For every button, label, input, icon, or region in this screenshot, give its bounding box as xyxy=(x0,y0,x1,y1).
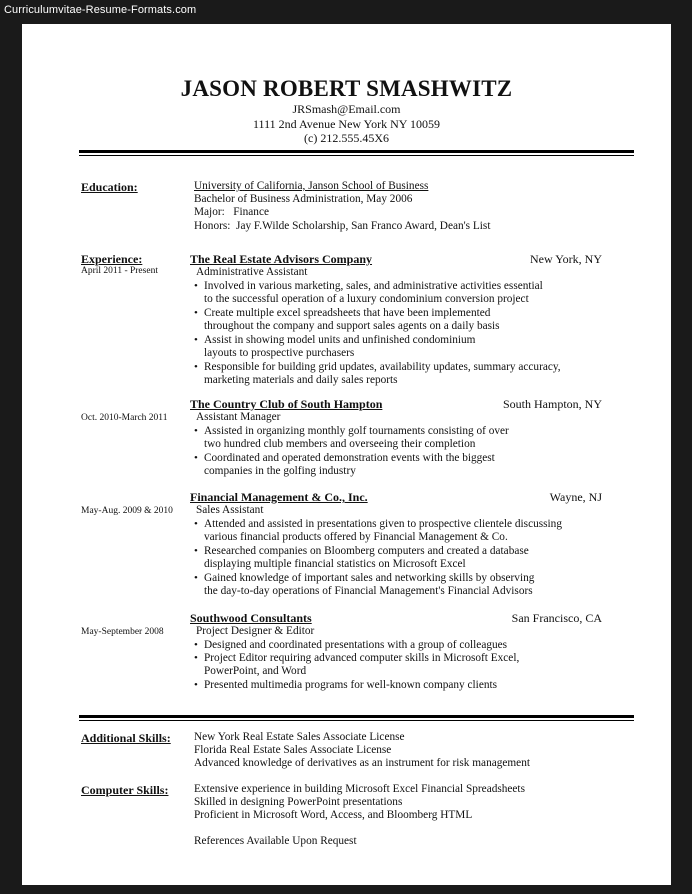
job-bullet-line: companies in the golfing industry xyxy=(204,465,356,477)
job-bullet-line: Researched companies on Bloomberg computers and created a database xyxy=(204,545,529,557)
job-dates: Oct. 2010-March 2011 xyxy=(81,413,168,423)
candidate-name: JASON ROBERT SMASHWITZ xyxy=(180,76,513,101)
job-dates: May-September 2008 xyxy=(81,627,164,637)
education-heading: Education: xyxy=(81,180,138,194)
contact-email: JRSmash@Email.com xyxy=(292,102,401,116)
skill-line: Advanced knowledge of derivatives as an instrument for risk management xyxy=(194,757,530,769)
skill-line: New York Real Estate Sales Associate License xyxy=(194,731,405,743)
job-bullet-line: Assist in showing model units and unfinished condominium xyxy=(204,334,476,346)
job-bullet-line: Involved in various marketing, sales, and administrative activities essential xyxy=(204,280,543,292)
education-major: Major: Finance xyxy=(194,206,269,218)
job-bullet-line: two hundred club members and overseeing their completion xyxy=(204,438,476,450)
job-bullet-line: Project Editor requiring advanced computer skills in Microsoft Excel, xyxy=(204,652,520,664)
bullet-icon: • xyxy=(194,307,198,319)
job-company: The Country Club of South Hampton xyxy=(190,397,383,411)
site-watermark: Curriculumvitae-Resume-Formats.com xyxy=(4,4,197,16)
additional-skills-heading: Additional Skills: xyxy=(81,731,171,745)
computer-skill-line: Skilled in designing PowerPoint presentations xyxy=(194,796,403,808)
bullet-icon: • xyxy=(194,652,198,664)
job-bullet-line: Designed and coordinated presentations with a group of colleagues xyxy=(204,639,508,651)
resume-page xyxy=(22,24,671,885)
bullet-icon: • xyxy=(194,425,198,437)
bullet-icon: • xyxy=(194,280,198,292)
job-bullet-line: various financial products offered by Financial Management & Co. xyxy=(204,531,508,543)
education-honors: Honors: Jay F.Wilde Scholarship, San Franco Award, Dean's List xyxy=(194,220,491,232)
bullet-icon: • xyxy=(194,679,198,691)
job-company: Southwood Consultants xyxy=(190,611,312,625)
references-note: References Available Upon Request xyxy=(194,835,357,847)
job-bullet-line: to the successful operation of a luxury condominium conversion project xyxy=(204,293,529,305)
contact-phone: (c) 212.555.45X6 xyxy=(304,131,389,145)
job-title: Assistant Manager xyxy=(196,411,281,423)
job-bullet-line: the day-to-day operations of Financial Management's Financial Advisors xyxy=(204,585,533,597)
computer-skill-line: Proficient in Microsoft Word, Access, and Bloomberg HTML xyxy=(194,809,473,821)
bullet-icon: • xyxy=(194,545,198,557)
job-bullet-line: throughout the company and support sales agents on a daily basis xyxy=(204,320,500,332)
job-company: Financial Management & Co., Inc. xyxy=(190,490,368,504)
job-bullet-line: layouts to prospective purchasers xyxy=(204,347,355,359)
job-company: The Real Estate Advisors Company xyxy=(190,252,373,266)
job-bullet-line: displaying multiple financial statistics on Microsoft Excel xyxy=(204,558,466,570)
job-location: South Hampton, NY xyxy=(503,397,602,411)
job-bullet-line: marketing materials and daily sales reports xyxy=(204,374,398,386)
mid-rule-thick xyxy=(79,715,634,718)
top-rule-thin xyxy=(79,155,634,156)
bullet-icon: • xyxy=(194,518,198,530)
job-bullet-line: Attended and assisted in presentations given to prospective clientele discussing xyxy=(204,518,562,530)
bullet-icon: • xyxy=(194,361,198,373)
skill-line: Florida Real Estate Sales Associate License xyxy=(194,744,392,756)
job-bullet-line: Presented multimedia programs for well-known company clients xyxy=(204,679,498,691)
job-dates: April 2011 - Present xyxy=(81,266,158,276)
job-title: Administrative Assistant xyxy=(196,266,308,278)
job-bullet-line: Gained knowledge of important sales and networking skills by observing xyxy=(204,572,535,584)
job-location: Wayne, NJ xyxy=(549,490,602,504)
job-title: Sales Assistant xyxy=(196,504,264,516)
bullet-icon: • xyxy=(194,334,198,346)
computer-skills-heading: Computer Skills: xyxy=(81,783,169,797)
job-location: New York, NY xyxy=(529,252,602,266)
job-bullet-line: Responsible for building grid updates, availability updates, summary accuracy, xyxy=(204,361,561,373)
job-location: San Francisco, CA xyxy=(511,611,602,625)
education-degree: Bachelor of Business Administration, May 2006 xyxy=(194,193,413,205)
top-rule-thick xyxy=(79,150,634,153)
bullet-icon: • xyxy=(194,452,198,464)
job-bullet-line: Assisted in organizing monthly golf tournaments consisting of over xyxy=(204,425,509,437)
bullet-icon: • xyxy=(194,572,198,584)
job-dates: May-Aug. 2009 & 2010 xyxy=(81,506,173,516)
computer-skill-line: Extensive experience in building Microsoft Excel Financial Spreadsheets xyxy=(194,783,525,795)
education-school: University of California, Janson School of Business xyxy=(194,180,429,192)
job-title: Project Designer & Editor xyxy=(196,625,315,637)
job-bullet-line: PowerPoint, and Word xyxy=(204,665,307,677)
job-bullet-line: Create multiple excel spreadsheets that have been implemented xyxy=(204,307,491,319)
contact-address: 1111 2nd Avenue New York NY 10059 xyxy=(253,117,440,131)
job-bullet-line: Coordinated and operated demonstration events with the biggest xyxy=(204,452,495,464)
mid-rule-thin xyxy=(79,720,634,721)
experience-heading: Experience: xyxy=(81,252,143,266)
bullet-icon: • xyxy=(194,639,198,651)
